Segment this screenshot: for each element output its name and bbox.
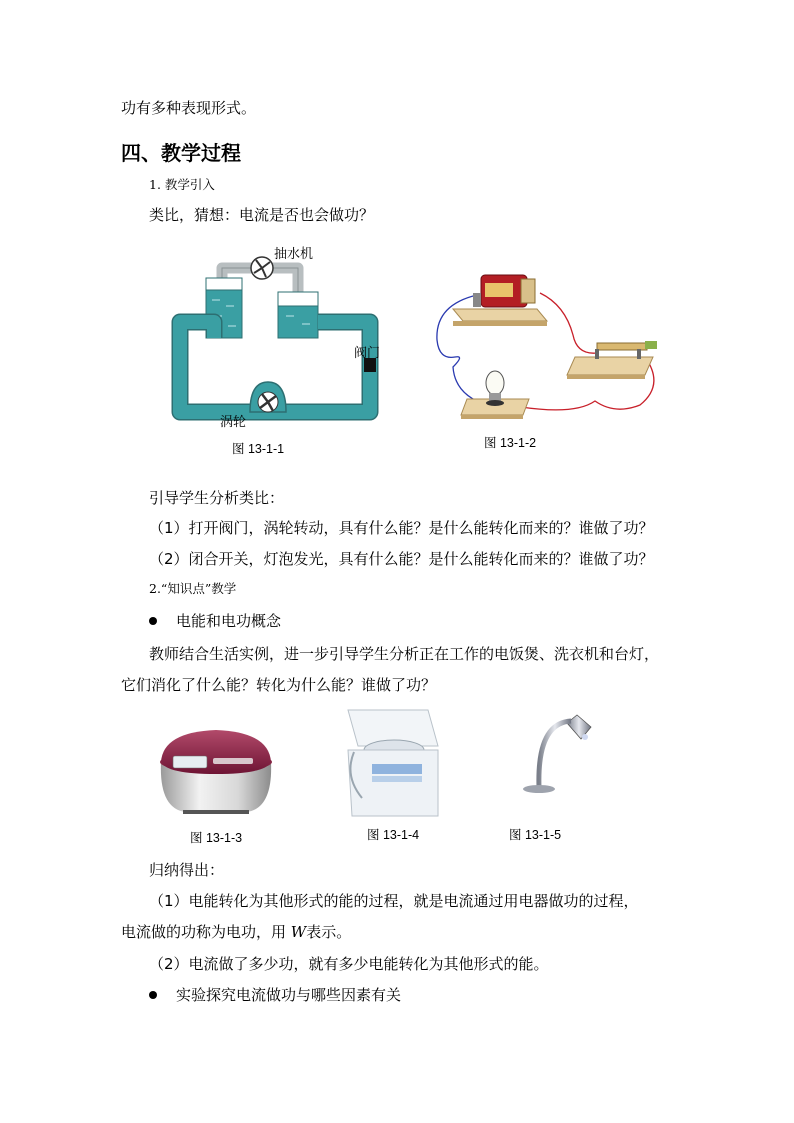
figure-2-caption: 图 13-1-2 [484,436,537,450]
desk-lamp-image [515,709,593,795]
teacher-text-line-1: 教师结合生活实例，进一步引导学生分析正在工作的电饭煲、洗衣机和台灯， [149,645,660,663]
battery-icon [453,275,547,326]
figure-5-caption: 图 13-1-5 [509,828,562,842]
pump-label: 抽水机 [274,247,314,262]
guide-question-2: （2）闭合开关，灯泡发光，具有什么能？是什么能转化而来的？谁做了功？ [149,550,654,568]
bulb-icon [461,371,529,419]
step-1-label: 1. 教学引入 [149,177,215,192]
section-heading: 四、教学过程 [121,141,241,165]
valve-label: 阀门 [354,346,381,361]
analogy-text: 类比，猜想：电流是否也会做功？ [149,206,375,224]
bullet-2-text: 实验探究电流做功与哪些因素有关 [176,986,402,1004]
step-2-label: 2.“知识点”教学 [149,581,237,596]
teacher-text-line-2: 它们消化了什么能？转化为什么能？谁做了功？ [121,676,437,694]
electric-circuit-diagram [425,265,675,430]
bullet-dot-2 [149,991,157,999]
pump-icon [251,257,273,279]
summary-point-1-line-1: （1）电能转化为其他形式的能的过程，就是电流通过用电器做功的过程， [149,892,639,910]
figure-1-caption: 图 13-1-1 [232,442,285,456]
turbine-icon [250,382,286,412]
guide-question-1: （1）打开阀门，涡轮转动，具有什么能？是什么能转化而来的？谁做了功？ [149,519,654,537]
guide-intro: 引导学生分析类比： [149,489,285,507]
summary-intro: 归纳得出： [149,861,225,879]
rice-cooker-image [155,722,277,818]
summary-point-1-line-2: 电流做的功称为电功，用 W表示。 [121,923,352,941]
figure-4-caption: 图 13-1-4 [367,828,420,842]
turbine-label: 涡轮 [220,415,247,430]
switch-icon [567,341,657,379]
water-circuit-diagram [170,240,395,430]
bullet-dot-1 [149,617,157,625]
bullet-1-text: 电能和电功概念 [176,612,282,630]
work-symbol: W [290,923,307,941]
figure-3-caption: 图 13-1-3 [190,831,243,845]
washing-machine-image [342,706,440,820]
summary-point-2: （2）电流做了多少功，就有多少电能转化为其他形式的能。 [149,955,549,973]
intro-text: 功有多种表现形式。 [121,99,257,117]
